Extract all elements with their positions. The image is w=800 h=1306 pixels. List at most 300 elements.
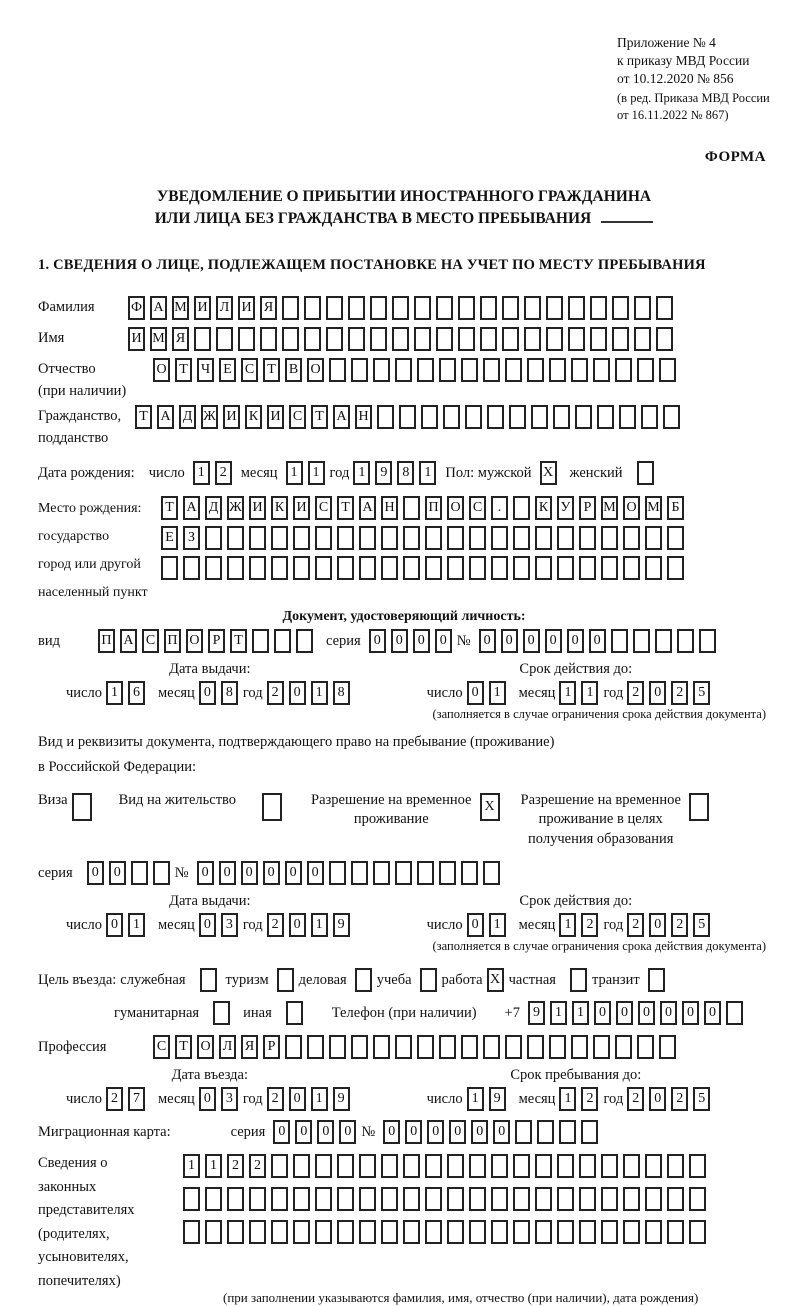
form-cell[interactable] <box>645 1154 662 1178</box>
form-cell[interactable] <box>491 1220 508 1244</box>
form-cell[interactable] <box>645 1187 662 1211</box>
form-cell[interactable] <box>579 526 596 550</box>
form-cell[interactable]: Б <box>667 496 684 520</box>
form-cell[interactable] <box>546 296 563 320</box>
form-cell[interactable]: 0 <box>369 629 386 653</box>
form-cell[interactable]: Т <box>337 496 354 520</box>
sex-male-checkbox[interactable] <box>540 461 562 485</box>
form-cell[interactable] <box>329 1035 346 1059</box>
form-cell[interactable]: А <box>183 496 200 520</box>
form-cell[interactable]: 1 <box>106 681 123 705</box>
form-cell[interactable] <box>615 1035 632 1059</box>
form-cell[interactable]: 1 <box>559 913 576 937</box>
form-cell[interactable]: К <box>535 496 552 520</box>
form-cell[interactable]: 0 <box>567 629 584 653</box>
form-cell[interactable] <box>559 1120 576 1144</box>
form-cell[interactable]: 1 <box>489 681 506 705</box>
form-cell[interactable] <box>645 526 662 550</box>
form-cell[interactable] <box>546 327 563 351</box>
form-cell[interactable] <box>535 526 552 550</box>
form-cell[interactable] <box>659 358 676 382</box>
form-cell[interactable]: 0 <box>106 913 123 937</box>
form-cell[interactable]: 0 <box>87 861 104 885</box>
form-cell[interactable] <box>527 1035 544 1059</box>
form-cell[interactable] <box>483 861 500 885</box>
form-cell[interactable] <box>641 405 658 429</box>
form-cell[interactable] <box>403 1220 420 1244</box>
form-cell[interactable]: 1 <box>489 913 506 937</box>
form-cell[interactable]: У <box>557 496 574 520</box>
form-cell[interactable]: 0 <box>199 913 216 937</box>
form-cell[interactable] <box>403 496 420 520</box>
form-cell[interactable]: 1 <box>353 461 370 485</box>
form-cell[interactable] <box>667 1220 684 1244</box>
form-cell[interactable] <box>304 296 321 320</box>
form-cell[interactable]: И <box>238 296 255 320</box>
form-cell[interactable] <box>425 556 442 580</box>
form-cell[interactable]: 1 <box>311 1087 328 1111</box>
form-cell[interactable] <box>597 405 614 429</box>
form-cell[interactable]: П <box>98 629 115 653</box>
form-cell[interactable]: Р <box>208 629 225 653</box>
form-cell[interactable] <box>601 1154 618 1178</box>
form-cell[interactable]: 0 <box>649 681 666 705</box>
form-cell[interactable] <box>590 296 607 320</box>
purpose-private-checkbox[interactable] <box>570 968 592 992</box>
form-cell[interactable]: 8 <box>397 461 414 485</box>
form-cell[interactable] <box>337 1187 354 1211</box>
form-cell[interactable]: 0 <box>493 1120 510 1144</box>
form-cell[interactable] <box>377 405 394 429</box>
form-cell[interactable] <box>194 327 211 351</box>
form-cell[interactable] <box>392 296 409 320</box>
form-cell[interactable] <box>575 405 592 429</box>
form-cell[interactable]: 0 <box>649 1087 666 1111</box>
form-cell[interactable] <box>667 526 684 550</box>
form-cell[interactable]: Я <box>172 327 189 351</box>
form-cell[interactable]: 2 <box>581 913 598 937</box>
form-cell[interactable]: В <box>285 358 302 382</box>
form-cell[interactable]: Е <box>161 526 178 550</box>
form-cell[interactable] <box>568 327 585 351</box>
form-cell[interactable] <box>395 358 412 382</box>
form-cell[interactable] <box>227 526 244 550</box>
form-cell[interactable]: О <box>186 629 203 653</box>
form-cell[interactable]: 0 <box>289 1087 306 1111</box>
form-cell[interactable] <box>381 556 398 580</box>
form-cell[interactable]: 0 <box>501 629 518 653</box>
visa-checkbox[interactable] <box>72 793 97 821</box>
form-cell[interactable]: М <box>645 496 662 520</box>
form-cell[interactable] <box>513 556 530 580</box>
form-cell[interactable] <box>293 1187 310 1211</box>
form-cell[interactable]: 1 <box>419 461 436 485</box>
form-cell[interactable] <box>183 1187 200 1211</box>
form-cell[interactable] <box>527 358 544 382</box>
form-cell[interactable]: 2 <box>215 461 232 485</box>
form-cell[interactable] <box>483 1035 500 1059</box>
form-cell[interactable] <box>557 556 574 580</box>
form-cell[interactable] <box>443 405 460 429</box>
form-cell[interactable] <box>461 358 478 382</box>
form-cell[interactable] <box>425 1220 442 1244</box>
form-cell[interactable] <box>439 861 456 885</box>
form-cell[interactable] <box>571 1035 588 1059</box>
form-cell[interactable]: X <box>540 461 557 485</box>
form-cell[interactable]: Т <box>175 1035 192 1059</box>
form-cell[interactable]: 9 <box>375 461 392 485</box>
form-cell[interactable]: И <box>249 496 266 520</box>
form-cell[interactable] <box>337 1154 354 1178</box>
form-cell[interactable] <box>425 526 442 550</box>
form-cell[interactable] <box>663 405 680 429</box>
form-cell[interactable]: 1 <box>286 461 303 485</box>
form-cell[interactable] <box>72 793 92 821</box>
form-cell[interactable] <box>634 296 651 320</box>
form-cell[interactable] <box>252 629 269 653</box>
form-cell[interactable]: X <box>480 793 500 821</box>
form-cell[interactable] <box>348 327 365 351</box>
form-cell[interactable]: С <box>469 496 486 520</box>
form-cell[interactable]: 0 <box>289 913 306 937</box>
form-cell[interactable] <box>262 793 282 821</box>
form-cell[interactable] <box>436 327 453 351</box>
purpose-study-checkbox[interactable] <box>420 968 442 992</box>
form-cell[interactable]: 2 <box>581 1087 598 1111</box>
form-cell[interactable] <box>381 1220 398 1244</box>
form-cell[interactable] <box>623 1154 640 1178</box>
form-cell[interactable]: С <box>289 405 306 429</box>
form-cell[interactable]: И <box>194 296 211 320</box>
purpose-transit-checkbox[interactable] <box>648 968 670 992</box>
form-cell[interactable] <box>667 1154 684 1178</box>
form-cell[interactable]: Т <box>263 358 280 382</box>
form-cell[interactable] <box>373 1035 390 1059</box>
form-cell[interactable] <box>271 1220 288 1244</box>
form-cell[interactable] <box>395 861 412 885</box>
form-cell[interactable]: 1 <box>581 681 598 705</box>
form-cell[interactable] <box>373 358 390 382</box>
form-cell[interactable]: 0 <box>594 1001 611 1025</box>
form-cell[interactable] <box>570 968 587 992</box>
form-cell[interactable] <box>634 327 651 351</box>
form-cell[interactable] <box>502 327 519 351</box>
form-cell[interactable]: 5 <box>693 913 710 937</box>
form-cell[interactable]: . <box>491 496 508 520</box>
form-cell[interactable] <box>329 358 346 382</box>
form-cell[interactable] <box>557 1187 574 1211</box>
purpose-humanitarian-checkbox[interactable] <box>213 1001 235 1025</box>
form-cell[interactable]: 1 <box>311 681 328 705</box>
form-cell[interactable]: 2 <box>249 1154 266 1178</box>
form-cell[interactable]: 2 <box>267 913 284 937</box>
form-cell[interactable] <box>359 1187 376 1211</box>
form-cell[interactable]: 0 <box>219 861 236 885</box>
form-cell[interactable] <box>645 1220 662 1244</box>
form-cell[interactable]: 1 <box>183 1154 200 1178</box>
form-cell[interactable] <box>249 556 266 580</box>
form-cell[interactable]: Т <box>161 496 178 520</box>
form-cell[interactable]: П <box>425 496 442 520</box>
form-cell[interactable] <box>227 556 244 580</box>
form-cell[interactable] <box>205 526 222 550</box>
form-cell[interactable] <box>205 556 222 580</box>
form-cell[interactable]: 0 <box>467 681 484 705</box>
form-cell[interactable] <box>623 526 640 550</box>
form-cell[interactable] <box>537 1120 554 1144</box>
form-cell[interactable]: О <box>447 496 464 520</box>
form-cell[interactable] <box>623 1220 640 1244</box>
form-cell[interactable] <box>491 1187 508 1211</box>
form-cell[interactable]: А <box>333 405 350 429</box>
form-cell[interactable] <box>491 1154 508 1178</box>
form-cell[interactable] <box>509 405 526 429</box>
form-cell[interactable] <box>351 1035 368 1059</box>
form-cell[interactable]: 2 <box>671 1087 688 1111</box>
form-cell[interactable] <box>699 629 716 653</box>
form-cell[interactable] <box>581 1120 598 1144</box>
purpose-official-checkbox[interactable] <box>200 968 222 992</box>
form-cell[interactable] <box>286 1001 303 1025</box>
form-cell[interactable] <box>502 296 519 320</box>
form-cell[interactable]: 0 <box>289 681 306 705</box>
form-cell[interactable] <box>293 526 310 550</box>
form-cell[interactable] <box>623 556 640 580</box>
form-cell[interactable]: 0 <box>682 1001 699 1025</box>
form-cell[interactable]: С <box>241 358 258 382</box>
form-cell[interactable] <box>417 1035 434 1059</box>
form-cell[interactable]: 8 <box>333 681 350 705</box>
form-cell[interactable]: Р <box>263 1035 280 1059</box>
form-cell[interactable]: О <box>153 358 170 382</box>
form-cell[interactable] <box>227 1187 244 1211</box>
form-cell[interactable] <box>655 629 672 653</box>
form-cell[interactable]: 0 <box>405 1120 422 1144</box>
form-cell[interactable] <box>381 526 398 550</box>
form-cell[interactable]: 3 <box>221 913 238 937</box>
form-cell[interactable] <box>200 968 217 992</box>
form-cell[interactable] <box>689 1220 706 1244</box>
form-cell[interactable] <box>557 1154 574 1178</box>
form-cell[interactable]: М <box>172 296 189 320</box>
purpose-tourism-checkbox[interactable] <box>277 968 299 992</box>
form-cell[interactable] <box>249 526 266 550</box>
form-cell[interactable]: 1 <box>128 913 145 937</box>
form-cell[interactable]: Л <box>216 296 233 320</box>
form-cell[interactable]: 0 <box>199 681 216 705</box>
form-cell[interactable] <box>395 1035 412 1059</box>
form-cell[interactable] <box>348 296 365 320</box>
form-cell[interactable]: 2 <box>267 1087 284 1111</box>
form-cell[interactable] <box>337 526 354 550</box>
form-cell[interactable] <box>381 1154 398 1178</box>
form-cell[interactable] <box>633 629 650 653</box>
form-cell[interactable] <box>689 1154 706 1178</box>
form-cell[interactable] <box>491 526 508 550</box>
form-cell[interactable] <box>420 968 437 992</box>
form-cell[interactable] <box>436 296 453 320</box>
form-cell[interactable]: 8 <box>221 681 238 705</box>
form-cell[interactable] <box>447 556 464 580</box>
form-cell[interactable]: А <box>157 405 174 429</box>
form-cell[interactable] <box>469 1187 486 1211</box>
form-cell[interactable]: Т <box>230 629 247 653</box>
form-cell[interactable]: Е <box>219 358 236 382</box>
form-cell[interactable] <box>612 296 629 320</box>
form-cell[interactable] <box>381 1187 398 1211</box>
form-cell[interactable]: 0 <box>273 1120 290 1144</box>
form-cell[interactable] <box>505 358 522 382</box>
form-cell[interactable]: 0 <box>285 861 302 885</box>
form-cell[interactable] <box>612 327 629 351</box>
form-cell[interactable] <box>403 526 420 550</box>
form-cell[interactable] <box>249 1220 266 1244</box>
form-cell[interactable]: 1 <box>193 461 210 485</box>
form-cell[interactable] <box>315 526 332 550</box>
form-cell[interactable] <box>568 296 585 320</box>
form-cell[interactable] <box>531 405 548 429</box>
form-cell[interactable] <box>601 1220 618 1244</box>
temp-residence-checkbox[interactable] <box>480 793 505 821</box>
form-cell[interactable]: 0 <box>523 629 540 653</box>
form-cell[interactable] <box>487 405 504 429</box>
form-cell[interactable]: 6 <box>128 681 145 705</box>
form-cell[interactable] <box>469 1154 486 1178</box>
form-cell[interactable]: 1 <box>572 1001 589 1025</box>
form-cell[interactable] <box>659 1035 676 1059</box>
form-cell[interactable]: 0 <box>638 1001 655 1025</box>
form-cell[interactable]: И <box>267 405 284 429</box>
form-cell[interactable] <box>648 968 665 992</box>
form-cell[interactable] <box>205 1187 222 1211</box>
form-cell[interactable] <box>439 1035 456 1059</box>
form-cell[interactable] <box>549 1035 566 1059</box>
form-cell[interactable] <box>465 405 482 429</box>
form-cell[interactable]: 5 <box>693 681 710 705</box>
form-cell[interactable] <box>515 1120 532 1144</box>
form-cell[interactable] <box>425 1187 442 1211</box>
form-cell[interactable] <box>524 296 541 320</box>
form-cell[interactable] <box>370 327 387 351</box>
form-cell[interactable] <box>425 1154 442 1178</box>
form-cell[interactable]: 0 <box>479 629 496 653</box>
form-cell[interactable]: А <box>359 496 376 520</box>
form-cell[interactable]: 0 <box>109 861 126 885</box>
form-cell[interactable] <box>249 1187 266 1211</box>
form-cell[interactable] <box>403 1154 420 1178</box>
form-cell[interactable]: Т <box>135 405 152 429</box>
form-cell[interactable] <box>447 526 464 550</box>
form-cell[interactable] <box>579 1154 596 1178</box>
residence-permit-checkbox[interactable] <box>262 793 287 821</box>
form-cell[interactable] <box>403 1187 420 1211</box>
form-cell[interactable] <box>329 861 346 885</box>
form-cell[interactable] <box>439 358 456 382</box>
form-cell[interactable]: Н <box>355 405 372 429</box>
form-cell[interactable] <box>645 556 662 580</box>
form-cell[interactable]: 9 <box>489 1087 506 1111</box>
form-cell[interactable] <box>656 296 673 320</box>
form-cell[interactable]: 0 <box>413 629 430 653</box>
form-cell[interactable]: 2 <box>627 681 644 705</box>
form-cell[interactable] <box>326 327 343 351</box>
form-cell[interactable] <box>183 1220 200 1244</box>
form-cell[interactable] <box>593 358 610 382</box>
form-cell[interactable] <box>373 861 390 885</box>
form-cell[interactable]: 2 <box>627 1087 644 1111</box>
form-cell[interactable] <box>593 1035 610 1059</box>
form-cell[interactable] <box>271 556 288 580</box>
form-cell[interactable] <box>403 556 420 580</box>
form-cell[interactable]: 0 <box>199 1087 216 1111</box>
form-cell[interactable]: 2 <box>106 1087 123 1111</box>
form-cell[interactable] <box>293 1220 310 1244</box>
form-cell[interactable]: Р <box>579 496 596 520</box>
form-cell[interactable] <box>447 1154 464 1178</box>
form-cell[interactable] <box>571 358 588 382</box>
purpose-other-checkbox[interactable] <box>286 1001 308 1025</box>
form-cell[interactable] <box>505 1035 522 1059</box>
form-cell[interactable] <box>282 296 299 320</box>
form-cell[interactable] <box>183 556 200 580</box>
form-cell[interactable] <box>326 296 343 320</box>
form-cell[interactable] <box>726 1001 743 1025</box>
form-cell[interactable] <box>656 327 673 351</box>
form-cell[interactable] <box>213 1001 230 1025</box>
form-cell[interactable]: К <box>271 496 288 520</box>
form-cell[interactable] <box>421 405 438 429</box>
form-cell[interactable] <box>458 327 475 351</box>
form-cell[interactable] <box>513 1220 530 1244</box>
form-cell[interactable] <box>274 629 291 653</box>
form-cell[interactable]: 0 <box>383 1120 400 1144</box>
form-cell[interactable] <box>615 358 632 382</box>
form-cell[interactable]: Д <box>179 405 196 429</box>
form-cell[interactable]: Л <box>219 1035 236 1059</box>
form-cell[interactable] <box>392 327 409 351</box>
form-cell[interactable]: 2 <box>671 681 688 705</box>
form-cell[interactable] <box>469 526 486 550</box>
form-cell[interactable]: 5 <box>693 1087 710 1111</box>
form-cell[interactable] <box>271 526 288 550</box>
sex-female-checkbox[interactable] <box>637 461 659 485</box>
form-cell[interactable] <box>414 296 431 320</box>
form-cell[interactable]: 2 <box>627 913 644 937</box>
form-cell[interactable]: З <box>183 526 200 550</box>
form-cell[interactable] <box>480 296 497 320</box>
form-cell[interactable]: X <box>487 968 504 992</box>
form-cell[interactable] <box>513 526 530 550</box>
form-cell[interactable]: И <box>293 496 310 520</box>
form-cell[interactable] <box>579 1220 596 1244</box>
form-cell[interactable]: Т <box>175 358 192 382</box>
form-cell[interactable]: Н <box>381 496 398 520</box>
form-cell[interactable] <box>161 556 178 580</box>
form-cell[interactable] <box>271 1187 288 1211</box>
form-cell[interactable] <box>557 1220 574 1244</box>
form-cell[interactable]: 2 <box>267 681 284 705</box>
form-cell[interactable]: 1 <box>550 1001 567 1025</box>
form-cell[interactable]: Ч <box>197 358 214 382</box>
edu-residence-checkbox[interactable] <box>689 793 714 821</box>
form-cell[interactable]: 0 <box>197 861 214 885</box>
form-cell[interactable] <box>677 629 694 653</box>
form-cell[interactable] <box>667 556 684 580</box>
form-cell[interactable]: С <box>315 496 332 520</box>
form-cell[interactable]: М <box>601 496 618 520</box>
form-cell[interactable] <box>417 861 434 885</box>
form-cell[interactable] <box>304 327 321 351</box>
